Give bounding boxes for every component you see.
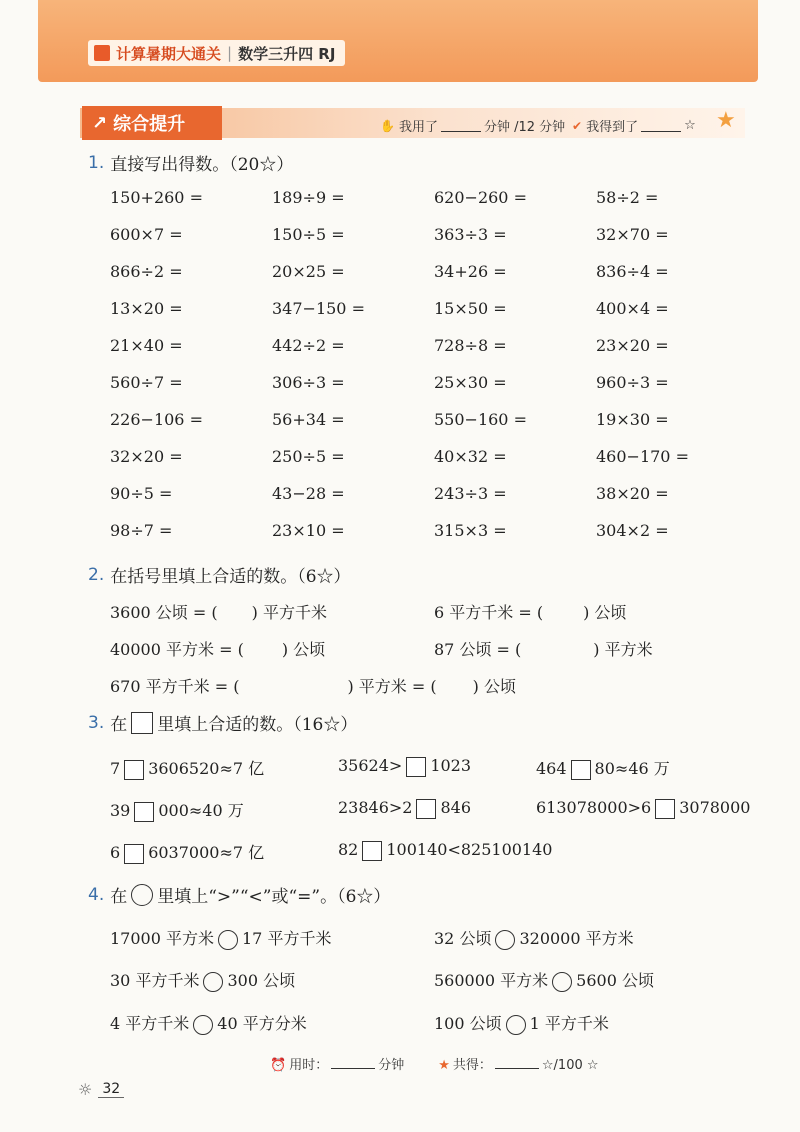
q1-problem: 620−260 = <box>434 188 527 207</box>
answer-circle[interactable] <box>193 1015 213 1035</box>
q1-problem: 98÷7 = <box>110 521 173 540</box>
q1-problem: 306÷3 = <box>272 373 345 392</box>
q1-problem: 226−106 = <box>110 410 203 429</box>
q1-problem: 38×20 = <box>596 484 669 503</box>
q4-item-f: 100 公顷 1 平方千米 <box>434 1014 609 1033</box>
q4-item-c: 30 平方千米 300 公顷 <box>110 971 296 990</box>
q3-item-e: 23846>2 846 <box>338 798 472 817</box>
footer-score: ★ 共得： ☆/100 ☆ <box>438 1058 599 1073</box>
answer-circle[interactable] <box>506 1015 526 1035</box>
answer-circle[interactable] <box>218 930 238 950</box>
sun-icon: ☼ <box>78 1080 93 1099</box>
star-icon: ★ <box>438 1058 450 1073</box>
q4-number: 4. <box>88 884 105 905</box>
q1-problem: 189÷9 = <box>272 188 345 207</box>
page-number: ☼ 32 <box>78 1080 124 1099</box>
q3-item-h: 82 100140<825100140 <box>338 840 553 859</box>
answer-circle[interactable] <box>203 972 223 992</box>
q4-item-a: 17000 平方米 17 平方千米 <box>110 929 332 948</box>
q1-problem: 56+34 = <box>272 410 345 429</box>
q1-problem: 23×10 = <box>272 521 345 540</box>
q3-item-b: 35624> 1023 <box>338 756 472 775</box>
q1-problem: 400×4 = <box>596 299 669 318</box>
clock-icon: ⏰ <box>270 1058 287 1073</box>
q1-problem: 21×40 = <box>110 336 183 355</box>
q2-header <box>88 562 351 587</box>
q1-problem: 363÷3 = <box>434 225 507 244</box>
q3-item-g: 6 6037000≈7 亿 <box>110 843 265 862</box>
q1-problem: 90÷5 = <box>110 484 173 503</box>
q1-problem: 43−28 = <box>272 484 345 503</box>
footer <box>270 1054 599 1073</box>
q1-problem: 728÷8 = <box>434 336 507 355</box>
q1-problem: 23×20 = <box>596 336 669 355</box>
q1-problem: 550−160 = <box>434 410 527 429</box>
q4-item-b: 32 公顷 320000 平方米 <box>434 929 634 948</box>
q3-item-d: 39 000≈40 万 <box>110 801 244 820</box>
answer-box[interactable] <box>124 760 144 780</box>
q1-number: 1. <box>88 152 105 173</box>
q1-problem: 150+260 = <box>110 188 203 207</box>
q1-problem: 25×30 = <box>434 373 507 392</box>
q1-problem: 20×25 = <box>272 262 345 281</box>
q1-problem: 442÷2 = <box>272 336 345 355</box>
q3-number: 3. <box>88 712 105 733</box>
footer-score-blank[interactable] <box>495 1056 539 1069</box>
q1-header <box>88 150 293 175</box>
hand-icon: ✋ <box>380 118 395 133</box>
footer-time-blank[interactable] <box>331 1056 375 1069</box>
q1-problem: 40×32 = <box>434 447 507 466</box>
book-subtitle: 数学三升四 RJ <box>238 44 336 63</box>
q2-number: 2. <box>88 564 105 585</box>
time-used-blank[interactable] <box>441 119 481 132</box>
answer-box[interactable] <box>124 844 144 864</box>
answer-box[interactable] <box>134 802 154 822</box>
q1-problem: 243÷3 = <box>434 484 507 503</box>
answer-box[interactable] <box>655 799 675 819</box>
header-label <box>88 40 345 66</box>
q1-problem: 836÷4 = <box>596 262 669 281</box>
footer-time: ⏰ 用时： 分钟 <box>270 1058 405 1073</box>
star-icon: ★ <box>716 108 736 133</box>
q1-problem: 600×7 = <box>110 225 183 244</box>
q1-problem: 34+26 = <box>434 262 507 281</box>
q2-item-b: 6 平方千米 = ( ) 公顷 <box>434 603 627 622</box>
q1-problem: 460−170 = <box>596 447 689 466</box>
q1-problem: 150÷5 = <box>272 225 345 244</box>
answer-box[interactable] <box>416 799 436 819</box>
q3-item-a: 7 3606520≈7 亿 <box>110 759 265 778</box>
q4-header: 4. 在 里填上“>”“<”或“=”。（6☆） <box>88 884 391 907</box>
q1-problem: 13×20 = <box>110 299 183 318</box>
q1-problem: 32×70 = <box>596 225 669 244</box>
q1-problem: 560÷7 = <box>110 373 183 392</box>
answer-circle[interactable] <box>552 972 572 992</box>
q2-prompt: 在括号里填上合适的数。（6☆） <box>110 567 351 587</box>
title-separator: | <box>227 44 233 62</box>
answer-box[interactable] <box>571 760 591 780</box>
q1-problem: 315×3 = <box>434 521 507 540</box>
section-title <box>82 106 222 140</box>
trend-up-icon: ↗ <box>92 112 108 134</box>
q3-item-c: 464 80≈46 万 <box>536 759 670 778</box>
q1-problem: 250÷5 = <box>272 447 345 466</box>
book-title: 计算暑期大通关 <box>116 44 222 63</box>
score-earned: ✔ 我得到了 ☆ <box>572 118 696 135</box>
q1-prompt: 直接写出得数。（20☆） <box>110 155 294 175</box>
q1-problem: 960÷3 = <box>596 373 669 392</box>
square-box-icon <box>131 712 153 734</box>
check-circle-icon: ✔ <box>572 118 583 133</box>
q3-header: 3. 在 里填上合适的数。（16☆） <box>88 712 358 735</box>
q2-item-c: 40000 平方米 = ( ) 公顷 <box>110 640 326 659</box>
q1-problem: 58÷2 = <box>596 188 659 207</box>
q2-item-d: 87 公顷 = ( ) 平方米 <box>434 640 653 659</box>
q4-item-d: 560000 平方米 5600 公顷 <box>434 971 654 990</box>
q2-item-a: 3600 公顷 = ( ) 平方千米 <box>110 603 327 622</box>
answer-box[interactable] <box>406 757 426 777</box>
q3-item-f: 613078000>6 3078000 <box>536 798 751 817</box>
q4-item-e: 4 平方千米 40 平方分米 <box>110 1014 307 1033</box>
q1-problem: 19×30 = <box>596 410 669 429</box>
q1-problem: 347−150 = <box>272 299 365 318</box>
q1-problem: 15×50 = <box>434 299 507 318</box>
book-icon <box>94 45 110 61</box>
q1-problem: 304×2 = <box>596 521 669 540</box>
q1-problem: 32×20 = <box>110 447 183 466</box>
q1-problem: 866÷2 = <box>110 262 183 281</box>
section-title-text: 综合提升 <box>113 114 186 135</box>
score-blank[interactable] <box>641 119 681 132</box>
time-used: ✋ 我用了 分钟 /12 分钟 <box>380 118 566 135</box>
circle-icon <box>131 884 153 906</box>
q2-item-e: 670 平方千米 = ( ) 平方米 = ( ) 公顷 <box>110 677 516 696</box>
answer-box[interactable] <box>362 841 382 861</box>
answer-circle[interactable] <box>495 930 515 950</box>
